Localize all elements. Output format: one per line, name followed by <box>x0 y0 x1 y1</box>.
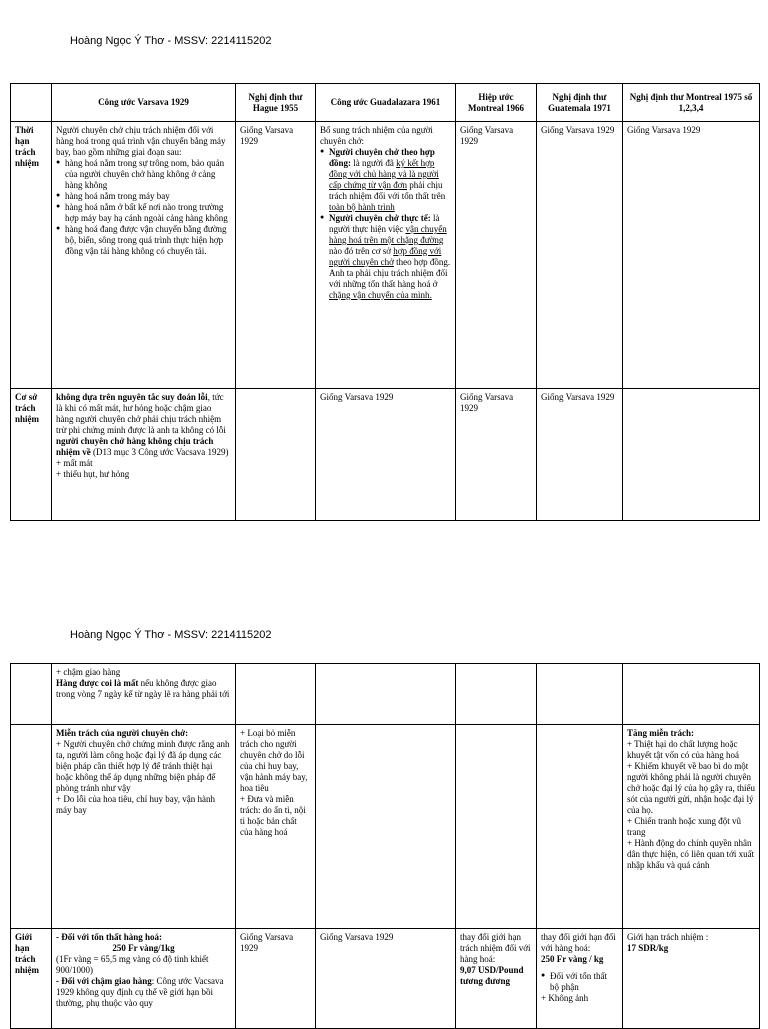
text-run: nào đó trên cơ sở <box>329 245 394 256</box>
cell-guadalazara: Giống Varsava 1929 <box>316 389 456 521</box>
text-run: nếu không được giao trong vòng 7 ngày kể từ ngày lẽ ra hàng phải tới <box>56 677 230 699</box>
cell-montreal-1966 <box>456 929 537 1029</box>
column-header: Nghị định thư Montreal 1975 số 1,2,3,4 <box>623 84 760 122</box>
underlined-text: toàn bộ hành trình <box>329 201 395 212</box>
cell-text: + chậm giao hàng <box>56 667 121 677</box>
bullet-list <box>56 158 231 257</box>
cell-title: Tăng miễn trách: <box>627 728 694 738</box>
text-run: là người thực hiện việc <box>329 212 440 234</box>
page-header: Hoàng Ngọc Ý Thơ - MSSV: 2214115202 <box>70 35 272 47</box>
text-run: là người đã <box>351 157 397 168</box>
cell-text: 250 Fr vàng/1kg <box>112 942 175 953</box>
text-run: (D13 mục 3 Công ước Vacsava 1929) <box>90 446 229 457</box>
cell-varsava <box>52 122 236 389</box>
page-header: Hoàng Ngọc Ý Thơ - MSSV: 2214115202 <box>70 629 272 641</box>
list-item: ● hàng hoá nằm trong sự trông nom, bảo quản của người chuyên chở hàng không ở cảng hàng không <box>65 158 231 191</box>
column-header: Nghị định thư Guatemala 1971 <box>537 84 623 122</box>
column-header: Công ước Varsava 1929 <box>52 84 236 122</box>
column-header: Công ước Guadalazara 1961 <box>316 84 456 122</box>
cell-text: + Khiếm khuyết về bao bì do một người không phải là người chuyên chở hoặc đại lý của họ gây ra, thiếu sót của người gửi, nhận hoặc đại lý của họ. <box>627 760 755 815</box>
cell-text: + Chiến tranh hoặc xung đột vũ trang <box>627 815 742 837</box>
cell-text: + mất mát <box>56 457 93 468</box>
underlined-text: ký kết hợp đồng với chủ hàng và là người cấp chứng từ vận đơn <box>329 157 439 190</box>
row-label <box>11 725 52 929</box>
cell-varsava <box>52 664 236 725</box>
table-row-liability-period <box>11 122 760 389</box>
cell-text: tương đương <box>460 975 511 986</box>
cell-text <box>56 678 231 700</box>
cell-text: + Do lỗi của hoa tiêu, chỉ huy bay, vận hành máy bay <box>56 793 215 815</box>
cell-montreal-1975 <box>623 725 760 929</box>
cell-text: + Loại bỏ miễn trách cho người chuyên chở do lỗi của chỉ huy bay, vận hành máy bay, hoa tiêu <box>240 728 308 793</box>
cell-guatemala-1971 <box>537 929 623 1029</box>
column-header: Nghị định thư Hague 1955 <box>236 84 316 122</box>
cell-text: 17 SDR/kg <box>627 942 669 953</box>
list-item: ● hàng hoá nằm ở bất kể nơi nào trong trường hợp máy bay hạ cánh ngoài cảng hàng không <box>65 202 231 224</box>
cell-text: + Người chuyên chở chứng minh được rằng anh ta, người làm công hoặc đại lý đã áp dụng các biện pháp cần thiết hợp lý để tránh thiệt hại hoặc không thể áp dụng những biện pháp để phòng tránh như vậy <box>56 738 230 793</box>
cell-text: + Không ảnh <box>541 992 589 1003</box>
row-label: Cơ sở trách nhiệm <box>11 389 52 521</box>
list-item: ● Đối với tổn thất bộ phận <box>550 971 618 993</box>
text-run: : Công ước Vacsava 1929 không quy định cụ thể về giới hạn bồi thường, phụ thuộc vào quy <box>56 975 224 1008</box>
corner-cell <box>11 84 52 122</box>
cell-montreal-1975 <box>623 664 760 725</box>
bold-text: Hàng được coi là mất <box>56 677 139 688</box>
cell-text: + Thiệt hại do chất lượng hoặc khuyết tật vốn có của hàng hoá <box>627 738 739 760</box>
cell-text: + Hành động do chính quyền nhân dân thực hiện, có liên quan tới xuất nhập khẩu và quá cảnh <box>627 837 755 870</box>
cell-guadalazara <box>316 664 456 725</box>
bullet-list <box>541 971 618 993</box>
text-run: , tức là khi có mất mát, hư hỏng hoặc chậm giao hàng người chuyên chở phải chịu trách nhiệm trừ phi chứng minh được là anh ta không có lỗi <box>56 392 226 435</box>
bold-text: không dựa trên nguyên tắc suy đoán lỗi <box>56 392 208 402</box>
row-label <box>11 664 52 725</box>
cell-hague: Giống Varsava 1929 <box>236 929 316 1029</box>
cell-guadalazara <box>316 725 456 929</box>
cell-hague <box>236 725 316 929</box>
table-row-late-delivery <box>11 664 760 725</box>
cell-text: + thiếu hụt, hư hỏng <box>56 468 130 479</box>
cell-montreal-1975: Giống Varsava 1929 <box>623 122 760 389</box>
cell-text <box>56 392 231 436</box>
cell-hague: Giống Varsava 1929 <box>236 122 316 389</box>
cell-text: thay đổi giới hạn đối với hàng hoá: <box>541 932 616 953</box>
cell-guatemala-1971 <box>537 725 623 929</box>
cell-montreal-1975 <box>623 389 760 521</box>
cell-text: 250 Fr vàng / kg <box>541 953 604 964</box>
cell-guatemala-1971 <box>537 664 623 725</box>
text-run: phải chịu trách nhiệm đối với tổn thất trên <box>329 179 446 201</box>
cell-hague <box>236 664 316 725</box>
cell-text: thay đổi giới hạn trách nhiệm đối với hàng hoá: <box>460 932 531 964</box>
underlined-text: vận chuyển hàng hoá trên một chặng đường <box>329 223 447 245</box>
cell-text: (1Fr vàng = 65,5 mg vàng có độ tinh khiết 900/1000) <box>56 953 209 975</box>
cell-title: Miễn trách của người chuyên chở: <box>56 728 189 738</box>
cell-varsava <box>52 389 236 521</box>
bold-text: - Đối với chậm giao hàng <box>56 975 152 986</box>
list-item: ● hàng hoá đang được vận chuyển bằng đường bộ, biển, sông trong quá trình thực hiện hợp đồng vận tải hàng không có chuyển tải. <box>65 224 231 257</box>
bullet-list <box>320 147 451 301</box>
row-label: Thời hạn trách nhiệm <box>11 122 52 389</box>
table-row-exemptions <box>11 725 760 929</box>
bold-text: Người chuyên chở thực tế: <box>329 212 431 223</box>
cell-text: Người chuyên chở chịu trách nhiệm đối với hàng hoá trong quá trình vận chuyển bằng máy bay, bao gồm những giai đoạn sau: <box>56 125 226 157</box>
cell-varsava <box>52 929 236 1029</box>
column-header: Hiệp ước Montreal 1966 <box>456 84 537 122</box>
cell-montreal-1975 <box>623 929 760 1029</box>
cell-text: + Đưa và miễn trách: do ẩn tì, nội tì hoặc bản chất của hàng hoá <box>240 793 306 837</box>
comparison-table-part-2 <box>10 663 760 1029</box>
table-row-liability-basis <box>11 389 760 521</box>
comparison-table-part-1 <box>10 83 760 521</box>
cell-text: - Đối với tổn thất hàng hoá: <box>56 932 162 942</box>
cell-hague <box>236 389 316 521</box>
list-item <box>329 147 451 213</box>
table-header-row <box>11 84 760 122</box>
row-label: Giới hạn trách nhiệm <box>11 929 52 1029</box>
cell-text <box>56 976 231 1009</box>
cell-guadalazara: Giống Varsava 1929 <box>316 929 456 1029</box>
cell-montreal-1966: Giống Varsava 1929 <box>456 122 537 389</box>
bold-text: Người chuyên chở theo hợp đồng: <box>329 146 435 168</box>
cell-text: Giới hạn trách nhiệm : <box>627 932 709 942</box>
cell-guatemala-1971: Giống Varsava 1929 <box>537 122 623 389</box>
cell-text: 9,07 USD/Pound <box>460 964 524 975</box>
cell-guatemala-1971: Giống Varsava 1929 <box>537 389 623 521</box>
cell-montreal-1966 <box>456 664 537 725</box>
cell-text: Bổ sung trách nhiệm của người chuyên chở: <box>320 125 433 146</box>
bold-text: người chuyên chở hàng không chịu trách nhiệm về <box>56 435 214 457</box>
text-run: theo hợp đồng. Anh ta phải chịu trách nhiệm đối với những tổn thất hàng hoá ở <box>329 256 451 289</box>
table-row-liability-limits <box>11 929 760 1029</box>
underlined-text: chặng vận chuyển của mình. <box>329 289 432 300</box>
cell-varsava <box>52 725 236 929</box>
list-item: ● hàng hoá nằm trong máy bay <box>65 191 231 202</box>
list-item <box>329 213 451 301</box>
cell-montreal-1966 <box>456 725 537 929</box>
cell-guadalazara <box>316 122 456 389</box>
cell-montreal-1966: Giống Varsava 1929 <box>456 389 537 521</box>
underlined-text: hợp đồng với người chuyên chở <box>329 245 442 267</box>
cell-text <box>56 436 231 458</box>
